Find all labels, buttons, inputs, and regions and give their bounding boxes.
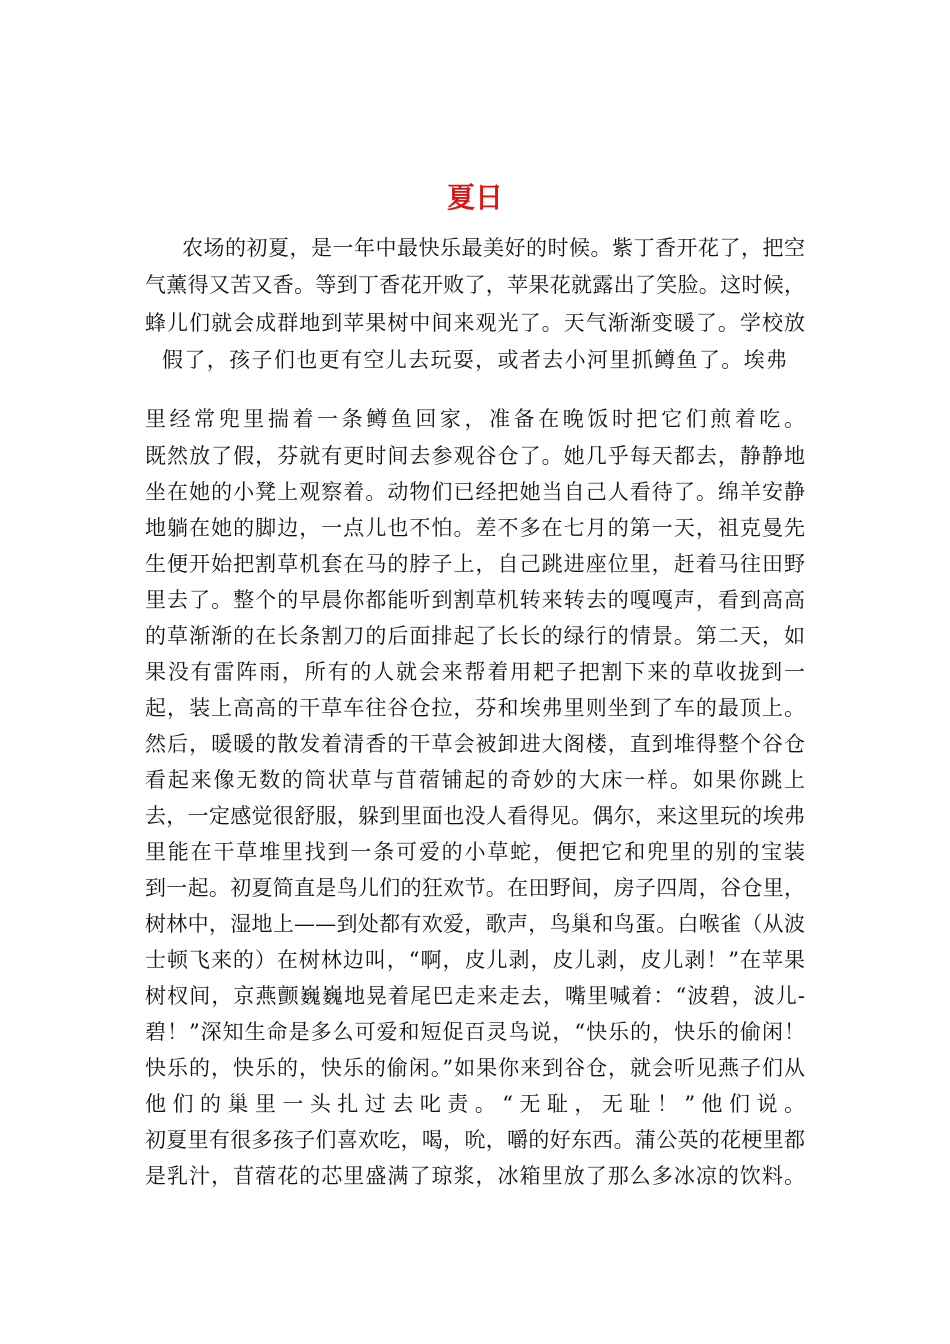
body-line: 农场的初夏，是一年中最快乐最美好的时候。紫丁香开花了，把空 bbox=[182, 236, 805, 260]
body-line: 树杈间，京燕颤巍巍地晃着尾巴走来走去，嘴里喊着：“波碧，波儿- bbox=[145, 984, 805, 1008]
body-line: 初夏里有很多孩子们喜欢吃，喝，吮，嚼的好东西。蒲公英的花梗里都 bbox=[145, 1128, 805, 1152]
body-line: 生便开始把割草机套在马的脖子上，自己跳进座位里，赶着马往田野 bbox=[145, 552, 805, 576]
body-line: 蜂儿们就会成群地到苹果树中间来观光了。天气渐渐变暖了。学校放 bbox=[145, 311, 805, 335]
body-line: 碧！”深知生命是多么可爱和短促百灵鸟说，“快乐的，快乐的偷闲！ bbox=[145, 1020, 805, 1044]
body-line: 去，一定感觉很舒服，躲到里面也没人看得见。偶尔，来这里玩的埃弗 bbox=[145, 804, 805, 828]
body-line: 到一起。初夏简直是鸟儿们的狂欢节。在田野间，房子四周，谷仓里， bbox=[145, 876, 805, 900]
body-line: 地躺在她的脚边，一点儿也不怕。差不多在七月的第一天，祖克曼先 bbox=[145, 516, 805, 540]
body-line: 起，装上高高的干草车往谷仓拉，芬和埃弗里则坐到了车的最顶上。 bbox=[145, 696, 805, 720]
body-line: 坐在她的小凳上观察着。动物们已经把她当自己人看待了。绵羊安静 bbox=[145, 480, 805, 504]
body-line: 里去了。整个的早晨你都能听到割草机转来转去的嘎嘎声，看到高高 bbox=[145, 588, 805, 612]
body-line: 是乳汁，苜蓿花的芯里盛满了琼浆，冰箱里放了那么多冰凉的饮料。 bbox=[145, 1164, 805, 1188]
document-title: 夏日 bbox=[446, 181, 503, 214]
body-line: 气薰得又苦又香。等到丁香花开败了，苹果花就露出了笑脸。这时候， bbox=[145, 273, 805, 297]
body-line: 的草渐渐的在长条割刀的后面排起了长长的绿行的情景。第二天，如 bbox=[145, 624, 805, 648]
body-line: 假了，孩子们也更有空儿去玩耍，或者去小河里抓鳟鱼了。埃弗 bbox=[162, 348, 787, 372]
body-line: 快乐的，快乐的，快乐的偷闲。”如果你来到谷仓，就会听见燕子们从 bbox=[145, 1056, 805, 1080]
body-line: 士顿飞来的）在树林边叫，“啊，皮儿剥，皮儿剥，皮儿剥！”在苹果 bbox=[145, 948, 805, 972]
body-line: 然后，暖暖的散发着清香的干草会被卸进大阁楼，直到堆得整个谷仓 bbox=[145, 732, 805, 756]
body-line: 树林中，湿地上——到处都有欢爱，歌声，鸟巢和鸟蛋。白喉雀（从波 bbox=[145, 912, 805, 936]
body-line: 既然放了假，芬就有更时间去参观谷仓了。她几乎每天都去，静静地 bbox=[145, 444, 805, 468]
body-line: 看起来像无数的筒状草与苜蓿铺起的奇妙的大床一样。如果你跳上 bbox=[145, 768, 805, 792]
body-line: 果没有雷阵雨，所有的人就会来帮着用耙子把割下来的草收拢到一 bbox=[145, 660, 805, 684]
body-line: 里经常兜里揣着一条鳟鱼回家，准备在晚饭时把它们煎着吃。 bbox=[145, 407, 805, 431]
body-line: 里能在干草堆里找到一条可爱的小草蛇，便把它和兜里的别的宝装 bbox=[145, 840, 805, 864]
body-line: 他们的巢里一头扎过去叱责。“无耻，无耻！”他们说。 bbox=[145, 1092, 805, 1116]
